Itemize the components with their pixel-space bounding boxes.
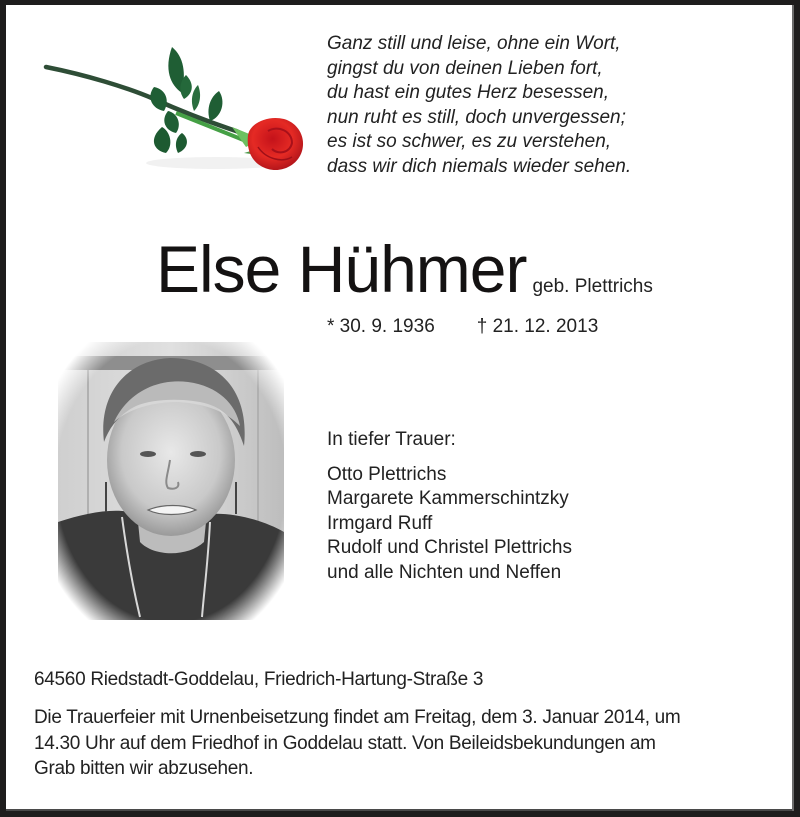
life-dates: [327, 316, 598, 338]
deceased-name: Else Hühmer: [156, 232, 527, 306]
poem-line: gingst du von deinen Lieben fort,: [327, 57, 603, 79]
birth-date: * 30. 9. 1936: [327, 316, 435, 337]
service-info-line: Die Trauerfeier mit Urnenbeisetzung findet am Freitag, dem 3. Januar 2014, um: [34, 707, 681, 728]
mourner-name: Rudolf und Christel Plettrichs: [327, 537, 572, 559]
mourner-name: und alle Nichten und Neffen: [327, 561, 562, 583]
poem-line: es ist so schwer, es zu verstehen,: [327, 131, 612, 153]
poem-line: Ganz still und leise, ohne ein Wort,: [327, 33, 621, 54]
poem-line: du hast ein gutes Herz besessen,: [327, 82, 610, 104]
mourner-name: Irmgard Ruff: [327, 512, 433, 534]
poem-line: dass wir dich niemals wieder sehen.: [327, 155, 632, 177]
mourners-list: [327, 428, 572, 586]
service-info-line: Grab bitten wir abzusehen.: [34, 758, 254, 779]
rose-image: [36, 35, 311, 185]
maiden-name: geb. Plettrichs: [532, 276, 653, 297]
service-info-line: 14.30 Uhr auf dem Friedhof in Goddelau statt. Von Beileidsbekundungen am: [34, 732, 656, 754]
service-info: [34, 705, 774, 782]
poem-line: nun ruht es still, doch unvergessen;: [327, 106, 626, 128]
name-heading: [156, 231, 653, 307]
mourner-name: Otto Plettrichs: [327, 463, 447, 485]
mourner-name: Margarete Kammerschintzky: [327, 488, 569, 510]
obituary-notice: [6, 5, 794, 811]
mourners-heading: In tiefer Trauer:: [327, 429, 456, 450]
poem: [327, 32, 631, 180]
death-date: † 21. 12. 2013: [476, 316, 599, 337]
address: 64560 Riedstadt-Goddelau, Friedrich-Hartung-Straße 3: [34, 669, 484, 690]
portrait-photo: [58, 342, 284, 620]
